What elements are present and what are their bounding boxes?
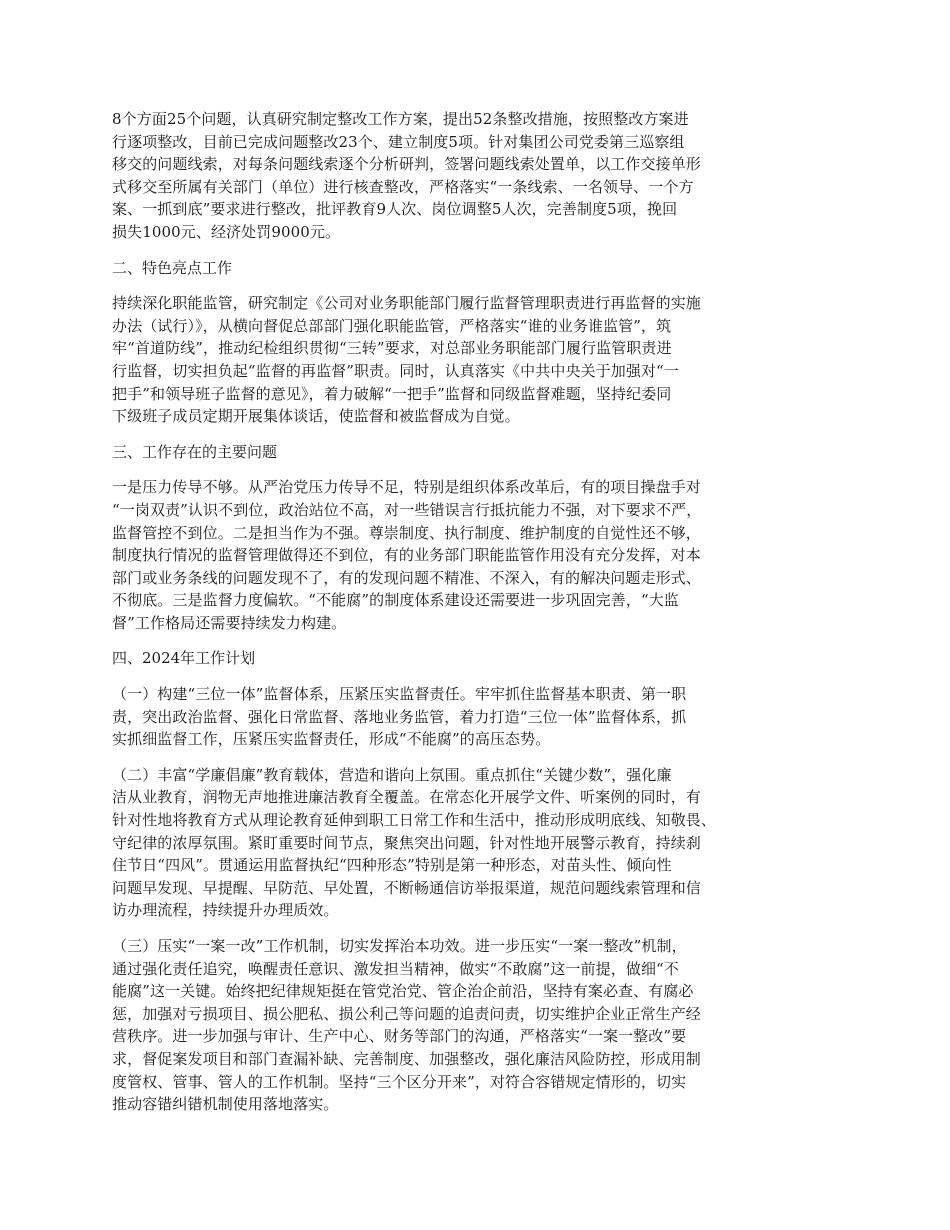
paragraph-rectification <box>112 108 840 244</box>
text-line: （二）丰富“学廉倡廉”教育载体，营造和谐向上氛围。重点抓住“关键少数”，强化廉 <box>112 765 672 784</box>
text-line: 求，督促案发项目和部门查漏补缺、完善制度、加强整改，强化廉洁风险防控，形成用制 <box>112 1049 701 1068</box>
text-line: 式移交至所属有关部门（单位）进行核查整改，严格落实“一条线索、一名领导、一个方 <box>112 177 694 196</box>
text-line: 一是压力传导不够。从严治党压力传导不足，特别是组织体系改革后，有的项目操盘手对 <box>112 478 701 497</box>
text-line: 牢“首道防线”，推动纪检组织贯彻“三转”要求，对总部业务职能部门履行监管职责进 <box>112 339 672 358</box>
text-line: 督”工作格局还需要持续发力构建。 <box>112 613 347 632</box>
text-line: 制度执行情况的监督管理做得还不到位，有的业务部门职能监管作用没有充分发挥，对本 <box>112 546 701 565</box>
paragraph-highlights <box>112 292 840 428</box>
text-line: 下级班子成员定期开展集体谈话，使监督和被监督成为自觉。 <box>112 407 520 426</box>
text-line: 8个方面25个问题，认真研究制定整改工作方案，提出52条整改措施，按照整改方案进 <box>112 110 689 128</box>
section-heading-highlights: 二、特色亮点工作 <box>112 258 233 277</box>
text-line: 洁从业教育，润物无声地推进廉洁教育全覆盖。在常态化开展学文件、听案例的同时，有 <box>112 788 701 807</box>
text-line: 把手”和领导班子监督的意见》，着力破解“一把手”监督和同级监督难题，坚持纪委同 <box>112 384 672 403</box>
paragraph-plan-1 <box>112 683 840 751</box>
text-line: 行逐项整改，目前已完成问题整改23个、建立制度5项。针对集团公司党委第三巡察组 <box>112 132 685 151</box>
section-heading-plan: 四、2024年工作计划 <box>112 649 256 668</box>
text-line: 不彻底。三是监督力度偏软。“不能腐”的制度体系建设还需要进一步巩固完善，“大监 <box>112 591 679 610</box>
paragraph-plan-3 <box>112 935 840 1116</box>
text-line: 守纪律的浓厚氛围。紧盯重要时间节点，聚焦突出问题，针对性地开展警示教育，持续刹 <box>112 833 701 852</box>
text-line: “一岗双责”认识不到位，政治站位不高，对一些错误言行抵抗能力不强，对下要求不严， <box>112 500 702 519</box>
text-line: 责，突出政治监督、强化日常监督、落地业务监管，着力打造“三位一体”监督体系，抓 <box>112 707 687 726</box>
text-line: 实抓细监督工作，压紧压实监督责任，形成“不能腐”的高压态势。 <box>112 730 551 749</box>
text-line: 监督管控不到位。二是担当作为不强。尊崇制度、执行制度、维护制度的自觉性还不够， <box>112 523 701 542</box>
text-line: 移交的问题线索，对每条问题线索逐个分析研判，签署问题线索处置单，以工作交接单形 <box>112 155 701 174</box>
text-line: 持续深化职能监管，研究制定《公司对业务职能部门履行监督管理职责进行再监督的实施 <box>112 294 701 313</box>
paragraph-plan-2 <box>112 764 840 922</box>
text-line: 度管权、管事、管人的工作机制。坚持“三个区分开来”，对符合容错规定情形的，切实 <box>112 1072 687 1091</box>
text-line: （三）压实“一案一改”工作机制，切实发挥治本功效。进一步压实“一案一整改”机制， <box>112 937 687 955</box>
text-line: 推动容错纠错机制使用落地落实。 <box>112 1095 339 1114</box>
section-heading-problems: 三、工作存在的主要问题 <box>112 442 278 461</box>
text-line: 部门或业务条线的问题发现不了，有的发现问题不精准、不深入，有的解决问题走形式、 <box>112 568 701 587</box>
text-line: （一）构建“三位一体”监督体系，压紧压实监督责任。牢牢抓住监督基本职责、第一职 <box>112 685 687 704</box>
text-line: 访办理流程，持续提升办理质效。 <box>112 901 339 920</box>
text-line: 行监督，切实担负起“监督的再监督”职责。同时，认真落实《中共中央关于加强对“一 <box>112 361 679 380</box>
text-line: 案、一抓到底”要求进行整改，批评教育9人次、岗位调整5人次，完善制度5项，挽回 <box>112 200 678 219</box>
text-line: 问题早发现、早提醒、早防范、早处置，不断畅通信访举报渠道，规范问题线索管理和信 <box>112 878 701 897</box>
text-line: 损失1000元、经济处罚9000元。 <box>112 222 341 241</box>
paragraph-problems <box>112 476 840 634</box>
text-line: 通过强化责任追究，唤醒责任意识、激发担当精神，做实“不敢腐”这一前提，做细“不 <box>112 959 679 978</box>
text-line: 能腐”这一关键。始终把纪律规矩挺在管党治党、管企治企前沿，坚持有案必查、有腐必 <box>112 982 694 1001</box>
text-line: 住节日“四风”。贯通运用监督执纪“四种形态”特别是第一种形态，对苗头性、倾向性 <box>112 856 672 875</box>
text-line: 办法（试行）》，从横向督促总部部门强化职能监管，严格落实“谁的业务谁监管”，筑 <box>112 316 672 335</box>
text-line: 营秩序。进一步加强与审计、生产中心、财务等部门的沟通，严格落实“一案一整改”要 <box>112 1027 687 1046</box>
document-page <box>112 108 840 1129</box>
text-line: 针对性地将教育方式从理论教育延伸到职工日常工作和生活中，推动形成明底线、知敬畏、 <box>112 811 717 830</box>
text-line: 惩，加强对亏损项目、损公肥私、损公利己等问题的追责问责，切实维护企业正常生产经 <box>112 1004 701 1023</box>
